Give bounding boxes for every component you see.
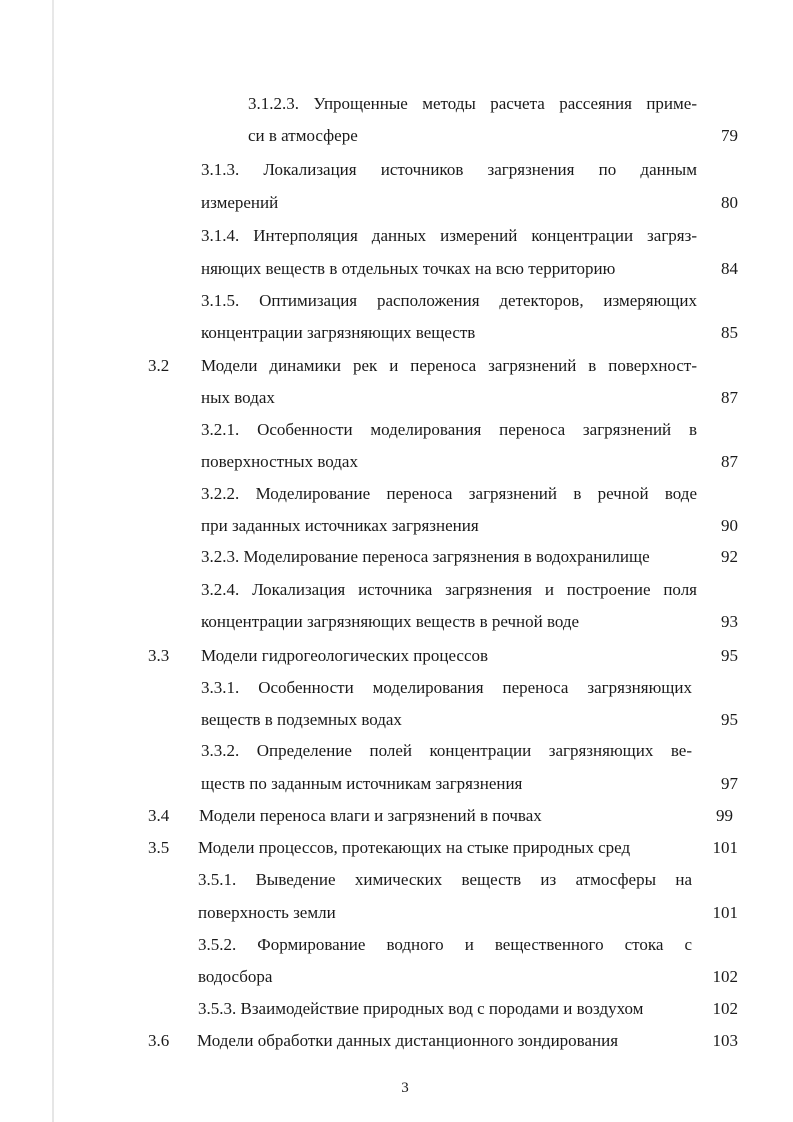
toc-page-number: 95 [721,646,738,665]
toc-page-number: 99 [716,806,733,825]
toc-entry-text: концентрации загрязняющих веществ [201,323,476,342]
toc-entry-text: концентрации загрязняющих веществ в речной воде [201,612,580,631]
toc-entry-text: поверхность земли [198,903,336,922]
toc-entry-text: ных водах [201,388,275,407]
toc-entry-text: Модели гидрогеологических процессов [201,646,489,665]
toc-entry-text: 3.1.5. Оптимизация расположения детекторов, измеряющих [201,291,697,310]
toc-entry-text: 3.5.3. Взаимодействие природных вод с породами и воздухом [198,999,644,1018]
toc-section-number: 3.2 [148,356,170,375]
toc-page-number: 101 [712,903,738,922]
toc-page-number: 87 [721,452,738,471]
toc-entry-text: 3.2.1. Особенности моделирования переноса загрязнений в [201,420,697,439]
toc-page-number: 102 [712,999,738,1018]
toc-section-number: 3.4 [148,806,170,825]
toc-entry-text: Модели обработки данных дистанционного зондирования [197,1031,619,1050]
toc-page-number: 97 [721,774,738,793]
toc-section-number: 3.3 [148,646,170,665]
toc-section-number: 3.5 [148,838,170,857]
toc-entry-text: няющих веществ в отдельных точках на всю территорию [201,259,616,278]
toc-page-number: 84 [721,259,738,278]
toc-entry-text: 3.2.3. Моделирование переноса загрязнения в водохранилище [201,547,650,566]
toc-entry-text: веществ в подземных водах [201,710,402,729]
toc-entry-text: 3.1.2.3. Упрощенные методы расчета рассеяния приме- [248,94,697,113]
toc-entry-text: при заданных источниках загрязнения [201,516,479,535]
toc-entry-text: 3.2.4. Локализация источника загрязнения и построение поля [201,580,697,599]
toc-entry-text: 3.5.1. Выведение химических веществ из атмосферы на [198,870,692,889]
page-number: 3 [401,1080,409,1096]
toc-page-number: 101 [712,838,738,857]
toc-entry-text: Модели динамики рек и переноса загрязнений в поверхност- [201,356,697,375]
toc-page-number: 85 [721,323,738,342]
toc-entry-text: си в атмосфере [248,126,358,145]
toc-page-number: 87 [721,388,738,407]
toc-entry-text: поверхностных водах [201,452,358,471]
toc-entry-text: водосбора [198,967,273,986]
toc-entry-text: 3.1.4. Интерполяция данных измерений концентрации загряз- [201,226,697,245]
toc-page-number: 80 [721,193,738,212]
toc-entry-text: ществ по заданным источникам загрязнения [201,774,523,793]
toc-entry-text: измерений [201,193,279,212]
toc-page-number: 90 [721,516,738,535]
toc-entry-text: 3.1.3. Локализация источников загрязнения по данным [201,160,697,179]
toc-page-number: 93 [721,612,738,631]
toc-entry-text: 3.3.2. Определение полей концентрации загрязняющих ве- [201,741,692,760]
toc-entry-text: Модели процессов, протекающих на стыке природных сред [198,838,631,857]
toc-entry-text: Модели переноса влаги и загрязнений в почвах [199,806,542,825]
toc-entry-text: 3.2.2. Моделирование переноса загрязнений в речной воде [201,484,697,503]
toc-page-number: 79 [721,126,738,145]
toc-page-number: 92 [721,547,738,566]
toc-entry-text: 3.5.2. Формирование водного и вещественного стока с [198,935,692,954]
toc-page-number: 103 [712,1031,738,1050]
toc-entry-text: 3.3.1. Особенности моделирования переноса загрязняющих [201,678,692,697]
toc-section-number: 3.6 [148,1031,170,1050]
toc-page-number: 102 [712,967,738,986]
toc-page-number: 95 [721,710,738,729]
